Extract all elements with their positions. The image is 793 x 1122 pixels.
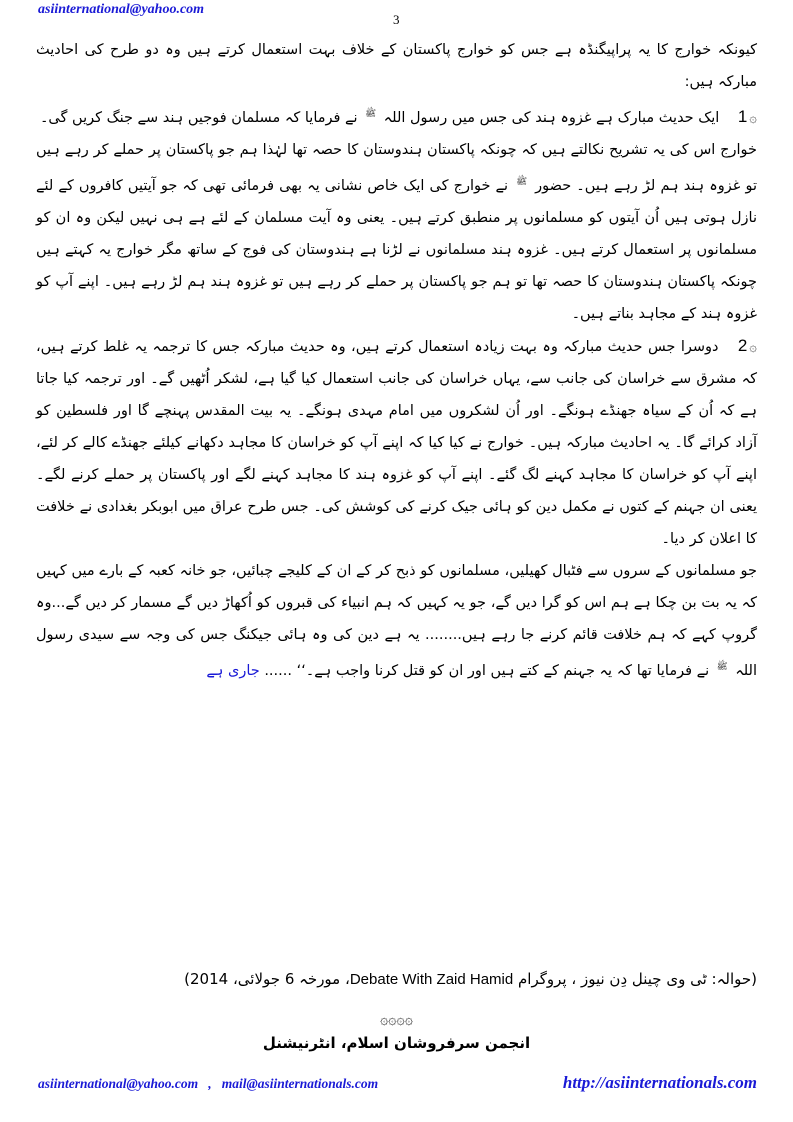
list-number: 2 bbox=[737, 335, 748, 355]
reference-citation bbox=[40, 970, 757, 988]
list-marker-1 bbox=[738, 101, 757, 134]
reference-suffix: ، مورخہ 6 جولائی، 2014) bbox=[184, 970, 350, 988]
para3-text-after: نے فرمایا تھا کہ یہ جہنم کے کتے ہیں اور ان کو قتل کرنا واجب ہے۔‘‘ ...... bbox=[264, 662, 710, 679]
item1-text-before: ایک حدیث مبارک ہے غزوہ ہند کی جس میں رسول اللہ bbox=[383, 109, 720, 126]
reference-program: Debate With Zaid Hamid bbox=[349, 971, 514, 988]
para1-text-before: خوارج اس کی یہ تشریح نکالتے ہیں کہ چونکہ پاکستان ہندوستان کا حصہ تھا لہٰذا ہم جو پاکستان پر حملے کر رہے ہیں تو غزوہ ہند ہم لڑ رہے ہیں۔ حضور bbox=[36, 141, 757, 194]
page-number: 3 bbox=[393, 12, 400, 27]
closing-paragraph bbox=[36, 555, 757, 687]
para1-text-after: نے خوارج کی ایک خاص نشانی یہ بھی فرمائی تھی کہ جو آیتیں کافروں کے لئے نازل ہوتی ہیں اُن آیتوں کو مسلمانوں پر منطبق کرتے ہیں۔ یعنی وہ آیت مسلمان کے لئے ہے ہی نہیں لیکن وہ ان کو مسلمانوں پر استعمال کرتے ہیں۔ غزوہ ہند مسلمانوں نے لڑنا ہے ہندوستان کی فوج کے ساتھ مگر خوارج یہ کہتے ہیں چونکہ پاکستان ہندوستان کا حصہ تھا تو ہم جو پاکستان پر حملے کر رہے ہیں تو غزوہ ہند ہم لڑ رہے ہیں۔ اپنے آپ کو غزوہ ہند کے مجاہد بناتے ہیں۔ bbox=[36, 177, 757, 322]
para3-text-before: جو مسلمانوں کے سروں سے فٹبال کھیلیں، مسلمانوں کو ذبح کر کے ان کے کلیجے چبائیں، جو خانہ کعبہ کے بارے میں کہیں کہ یہ بت بن چکا ہے ہم اس کو گرا دیں گے، جو یہ کہیں کہ ہم انبیاء کی قبروں کو اُکھاڑ دیں گے مسمار کر دیں گے...وہ گروپ کہے کہ ہم خلافت قائم کرنے جا رہے ہیں........ یہ ہے دین کی وہ ہائی جیکنگ جس کی وجہ سے سیدی رسول اللہ bbox=[36, 562, 757, 679]
list-marker-2 bbox=[738, 330, 757, 363]
honorific-icon: ﷺ bbox=[716, 661, 728, 672]
honorific-icon: ﷺ bbox=[516, 176, 528, 187]
list-item-1 bbox=[36, 98, 757, 134]
continued-label: جاری ہے bbox=[206, 662, 260, 679]
footer-website-link[interactable]: http://asiinternationals.com bbox=[562, 1073, 757, 1092]
explanation-paragraph bbox=[36, 134, 757, 330]
honorific-icon: ﷺ bbox=[365, 109, 377, 119]
ornament-divider-icon: ۞۞۞۞ bbox=[380, 1012, 413, 1028]
list-number: 1 bbox=[737, 106, 748, 126]
footer-email-links[interactable]: asiinternational@yahoo.com , mail@asiinternationals.com bbox=[38, 1076, 379, 1091]
list-item-2 bbox=[36, 330, 757, 555]
item1-text-after: نے فرمایا کہ مسلمان فوجیں ہند سے جنگ کریں گی۔ bbox=[39, 109, 358, 126]
item2-text: دوسرا جس حدیث مبارکہ وہ بہت زیادہ استعمال کرتے ہیں، وہ حدیث مبارکہ جس کا ترجمہ یہ غلط کرتے ہیں، کہ مشرق سے خراسان کی جانب سے، یہاں خراسان کی جانب استعمال کیا گیا ہے، لشکر اُٹھیں گے۔ اور ترجمہ کیا جاتا ہے کہ اُن کے سیاہ جھنڈے ہونگے۔ اور اُن لشکروں میں امام مہدی ہونگے۔ یہ بیت المقدس پہنچے گا اور فلسطین کو آزاد کرائے گا۔ یہ احادیث مبارکہ ہیں۔ خوارج نے کیا کیا کہ اپنے آپ کو خراسان کا مجاہد دکھانے کیلئے جھنڈے کالے کر لئے، اپنے آپ کو خراسان کا مجاہد کہنے لگ گئے۔ اپنے آپ کو غزوہ ہند کا مجاہد کہنے لگے اور پاکستان پر حملے کرنے لگے۔ یعنی ان جہنم کے کتوں نے مکمل دین کو ہائی جیک کرنے کی کوشش کی۔ جس طرح عراق میں ابوبکر بغدادی نے خلافت کا اعلان کر دیا۔ bbox=[36, 338, 757, 547]
organization-name: انجمن سرفروشان اسلام، انٹرنیشنل bbox=[262, 1034, 531, 1052]
document-body bbox=[36, 34, 757, 686]
header-email-link[interactable]: asiinternational@yahoo.com bbox=[38, 2, 205, 17]
ornament-icon: ۞ bbox=[749, 338, 758, 354]
ornament-icon: ۞ bbox=[749, 109, 757, 125]
reference-prefix: (حوالہ: ٹی وی چینل دِن نیوز ، پروگرام bbox=[518, 970, 757, 988]
intro-paragraph: کیونکہ خوارج کا یہ پراپیگنڈہ ہے جس کو خوارج پاکستان کے خلاف بہت استعمال کرتے ہیں وہ دو طرح کی احادیث مبارکہ ہیں: bbox=[36, 42, 757, 90]
